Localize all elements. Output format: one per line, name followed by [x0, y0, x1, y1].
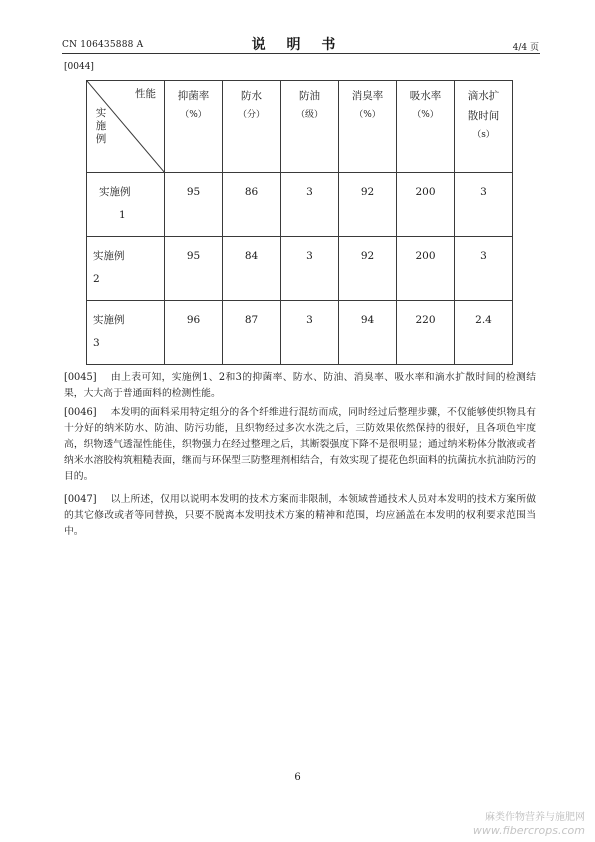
paragraph-text: 由上表可知，实施例1、2和3的抑菌率、防水、防油、消臭率、吸水率和滴水扩散时间的检测结果，大大高于普通面料的检测性能。 [64, 372, 536, 399]
table-paragraph-tag: [0044] [64, 62, 94, 72]
watermark-text: 麻类作物营养与施肥网 [485, 812, 585, 823]
paragraph-text: 以上所述，仅用以说明本发明的技术方案而非限制，本领域普通技术人员对本发明的技术方案所做的其它修改或者等同替换，只要不脱离本发明技术方案的精神和范围，均应涵盖在本发明的权利要求范围当中。 [64, 494, 536, 537]
col-header-waterproof [223, 81, 281, 173]
paragraph-tag: [0045] [64, 372, 97, 383]
document-title: 说 明 书 [251, 37, 344, 53]
cell-value: 84 [223, 237, 281, 301]
col-header-oilproof [281, 81, 339, 173]
col-header-antibacterial [165, 81, 223, 173]
cell-value: 87 [223, 301, 281, 365]
cell-value: 200 [397, 237, 455, 301]
col-name: 抑菌率 [177, 90, 210, 102]
row-label: 实施例 1 [87, 173, 165, 237]
col-header-deodorization [339, 81, 397, 173]
paragraph-0047 [64, 492, 536, 540]
cell-value: 96 [165, 301, 223, 365]
cell-value: 92 [339, 237, 397, 301]
row-label: 实施例 3 [87, 301, 165, 365]
paragraph-0046 [64, 405, 536, 485]
col-name: 防油 [299, 90, 320, 102]
col-unit: （级） [295, 109, 323, 120]
col-unit: （分） [237, 109, 265, 120]
paragraph-0045 [64, 370, 536, 402]
col-unit: （%） [180, 109, 207, 120]
table-row [87, 301, 513, 365]
header-rule [62, 53, 540, 54]
cell-value: 94 [339, 301, 397, 365]
cell-value: 92 [339, 173, 397, 237]
cell-value: 3 [455, 237, 513, 301]
patent-number: CN 106435888 A [62, 40, 144, 50]
cell-value: 220 [397, 301, 455, 365]
corner-cell [87, 81, 165, 173]
corner-label-performance: 性能 [135, 88, 156, 100]
col-header-absorption [397, 81, 455, 173]
cell-value: 95 [165, 237, 223, 301]
table-header-row [87, 81, 513, 173]
watermark-url: www.fibercrops.com [472, 824, 585, 837]
col-name: 滴水扩 [467, 90, 500, 102]
cell-value: 200 [397, 173, 455, 237]
col-name-line2: 散时间 [467, 109, 500, 122]
table-row [87, 237, 513, 301]
cell-value: 95 [165, 173, 223, 237]
corner-label-example: 实施例 [95, 107, 107, 146]
col-name: 消臭率 [351, 90, 384, 102]
paragraph-tag: [0047] [64, 494, 97, 505]
col-unit: （s） [472, 129, 495, 140]
page-number: 6 [294, 772, 301, 783]
col-unit: （%） [412, 109, 439, 120]
cell-value: 3 [281, 301, 339, 365]
cell-value: 86 [223, 173, 281, 237]
cell-value: 3 [455, 173, 513, 237]
cell-value: 2.4 [455, 301, 513, 365]
paragraph-tag: [0046] [64, 407, 97, 418]
table-row [87, 173, 513, 237]
cell-value: 3 [281, 237, 339, 301]
performance-table [86, 80, 513, 365]
col-name: 防水 [241, 90, 262, 102]
col-header-drip-diffusion [455, 81, 513, 173]
row-label: 实施例 2 [87, 237, 165, 301]
page-indicator: 4/4 页 [512, 43, 539, 53]
col-unit: （%） [354, 109, 381, 120]
cell-value: 3 [281, 173, 339, 237]
paragraph-text: 本发明的面料采用特定组分的各个纤维进行混纺而成，同时经过后整理步骤，不仅能够使织物具有十分好的纳米防水、防油、防污功能，且织物经过多次水洗之后，三防效果依然保持的很好，且各项色牢度高，织物透气透湿性能佳，织物强力在经过整理之后，其断裂强度下降不是很明显；通过纳米粉体分散液或者纳米水溶胶构筑粗糙表面，继而与环保型三防整理剂相结合，有效实现了提花色织面料的抗菌抗水抗油防污的目的。 [64, 407, 536, 482]
col-name: 吸水率 [409, 90, 442, 102]
